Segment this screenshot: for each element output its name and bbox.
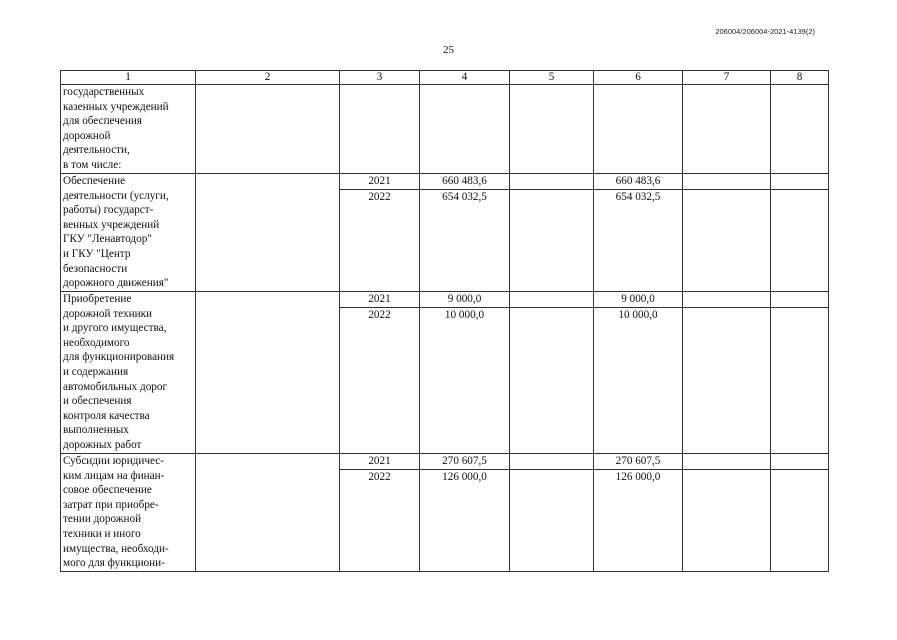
amount-regional: 660 483,6 [594,174,683,190]
amount-local [683,308,771,454]
amount-regional: 126 000,0 [594,470,683,572]
amount-total: 9 000,0 [420,292,510,308]
amount-total: 126 000,0 [420,470,510,572]
amount-federal [510,470,594,572]
year-cell: 2021 [340,454,420,470]
amount-total: 654 032,5 [420,190,510,292]
amount-total: 10 000,0 [420,308,510,454]
column-header: 5 [510,71,594,85]
amount-federal [510,292,594,308]
amount-other [771,470,829,572]
table-row [61,85,829,174]
amount-federal [510,308,594,454]
amount-federal [510,174,594,190]
budget-table [60,70,829,572]
amount-local [683,454,771,470]
year-cell: 2022 [340,190,420,292]
amount-other [771,454,829,470]
program-cell [196,85,340,174]
amount-regional: 270 607,5 [594,454,683,470]
column-header: 4 [420,71,510,85]
column-header: 2 [196,71,340,85]
column-header: 8 [771,71,829,85]
column-header: 3 [340,71,420,85]
year-cell: 2022 [340,308,420,454]
amount-local [683,174,771,190]
row-description: Приобретение дорожной техники и другого имущества, необходимого для функционирования и содержания автомобильных дорог и обеспечения контроля качества выполненных дорожных работ [61,292,196,454]
page-number: 25 [443,44,454,56]
table-body [61,71,829,572]
empty-cell [683,85,771,174]
empty-cell [420,85,510,174]
amount-regional: 10 000,0 [594,308,683,454]
column-header: 7 [683,71,771,85]
amount-local [683,292,771,308]
empty-cell [340,85,420,174]
header-row [61,71,829,85]
amount-federal [510,454,594,470]
amount-regional: 654 032,5 [594,190,683,292]
column-header: 6 [594,71,683,85]
amount-local [683,190,771,292]
row-description: Субсидии юридичес- ким лицам на финан- совое обеспечение затрат при приобре- тении дорожной техники и иного имущества, необходи- мого для функциони- [61,454,196,572]
year-cell: 2021 [340,292,420,308]
amount-other [771,174,829,190]
amount-local [683,470,771,572]
table-row [61,292,829,308]
table-row [61,454,829,470]
program-cell [196,174,340,292]
program-cell [196,454,340,572]
amount-total: 660 483,6 [420,174,510,190]
program-cell [196,292,340,454]
empty-cell [594,85,683,174]
row-description: государственных казенных учреждений для обеспечения дорожной деятельности, в том числе: [61,85,196,174]
year-cell: 2022 [340,470,420,572]
empty-cell [771,85,829,174]
amount-total: 270 607,5 [420,454,510,470]
column-header: 1 [61,71,196,85]
amount-regional: 9 000,0 [594,292,683,308]
amount-other [771,190,829,292]
empty-cell [510,85,594,174]
year-cell: 2021 [340,174,420,190]
amount-federal [510,190,594,292]
document-id: 206004/206004-2021-4139(2) [715,27,815,36]
row-description: Обеспечение деятельности (услуги, работы) государст- венных учреждений ГКУ "Ленавтодор" и ГКУ "Центр безопасности дорожного движения" [61,174,196,292]
amount-other [771,308,829,454]
table-row [61,174,829,190]
amount-other [771,292,829,308]
